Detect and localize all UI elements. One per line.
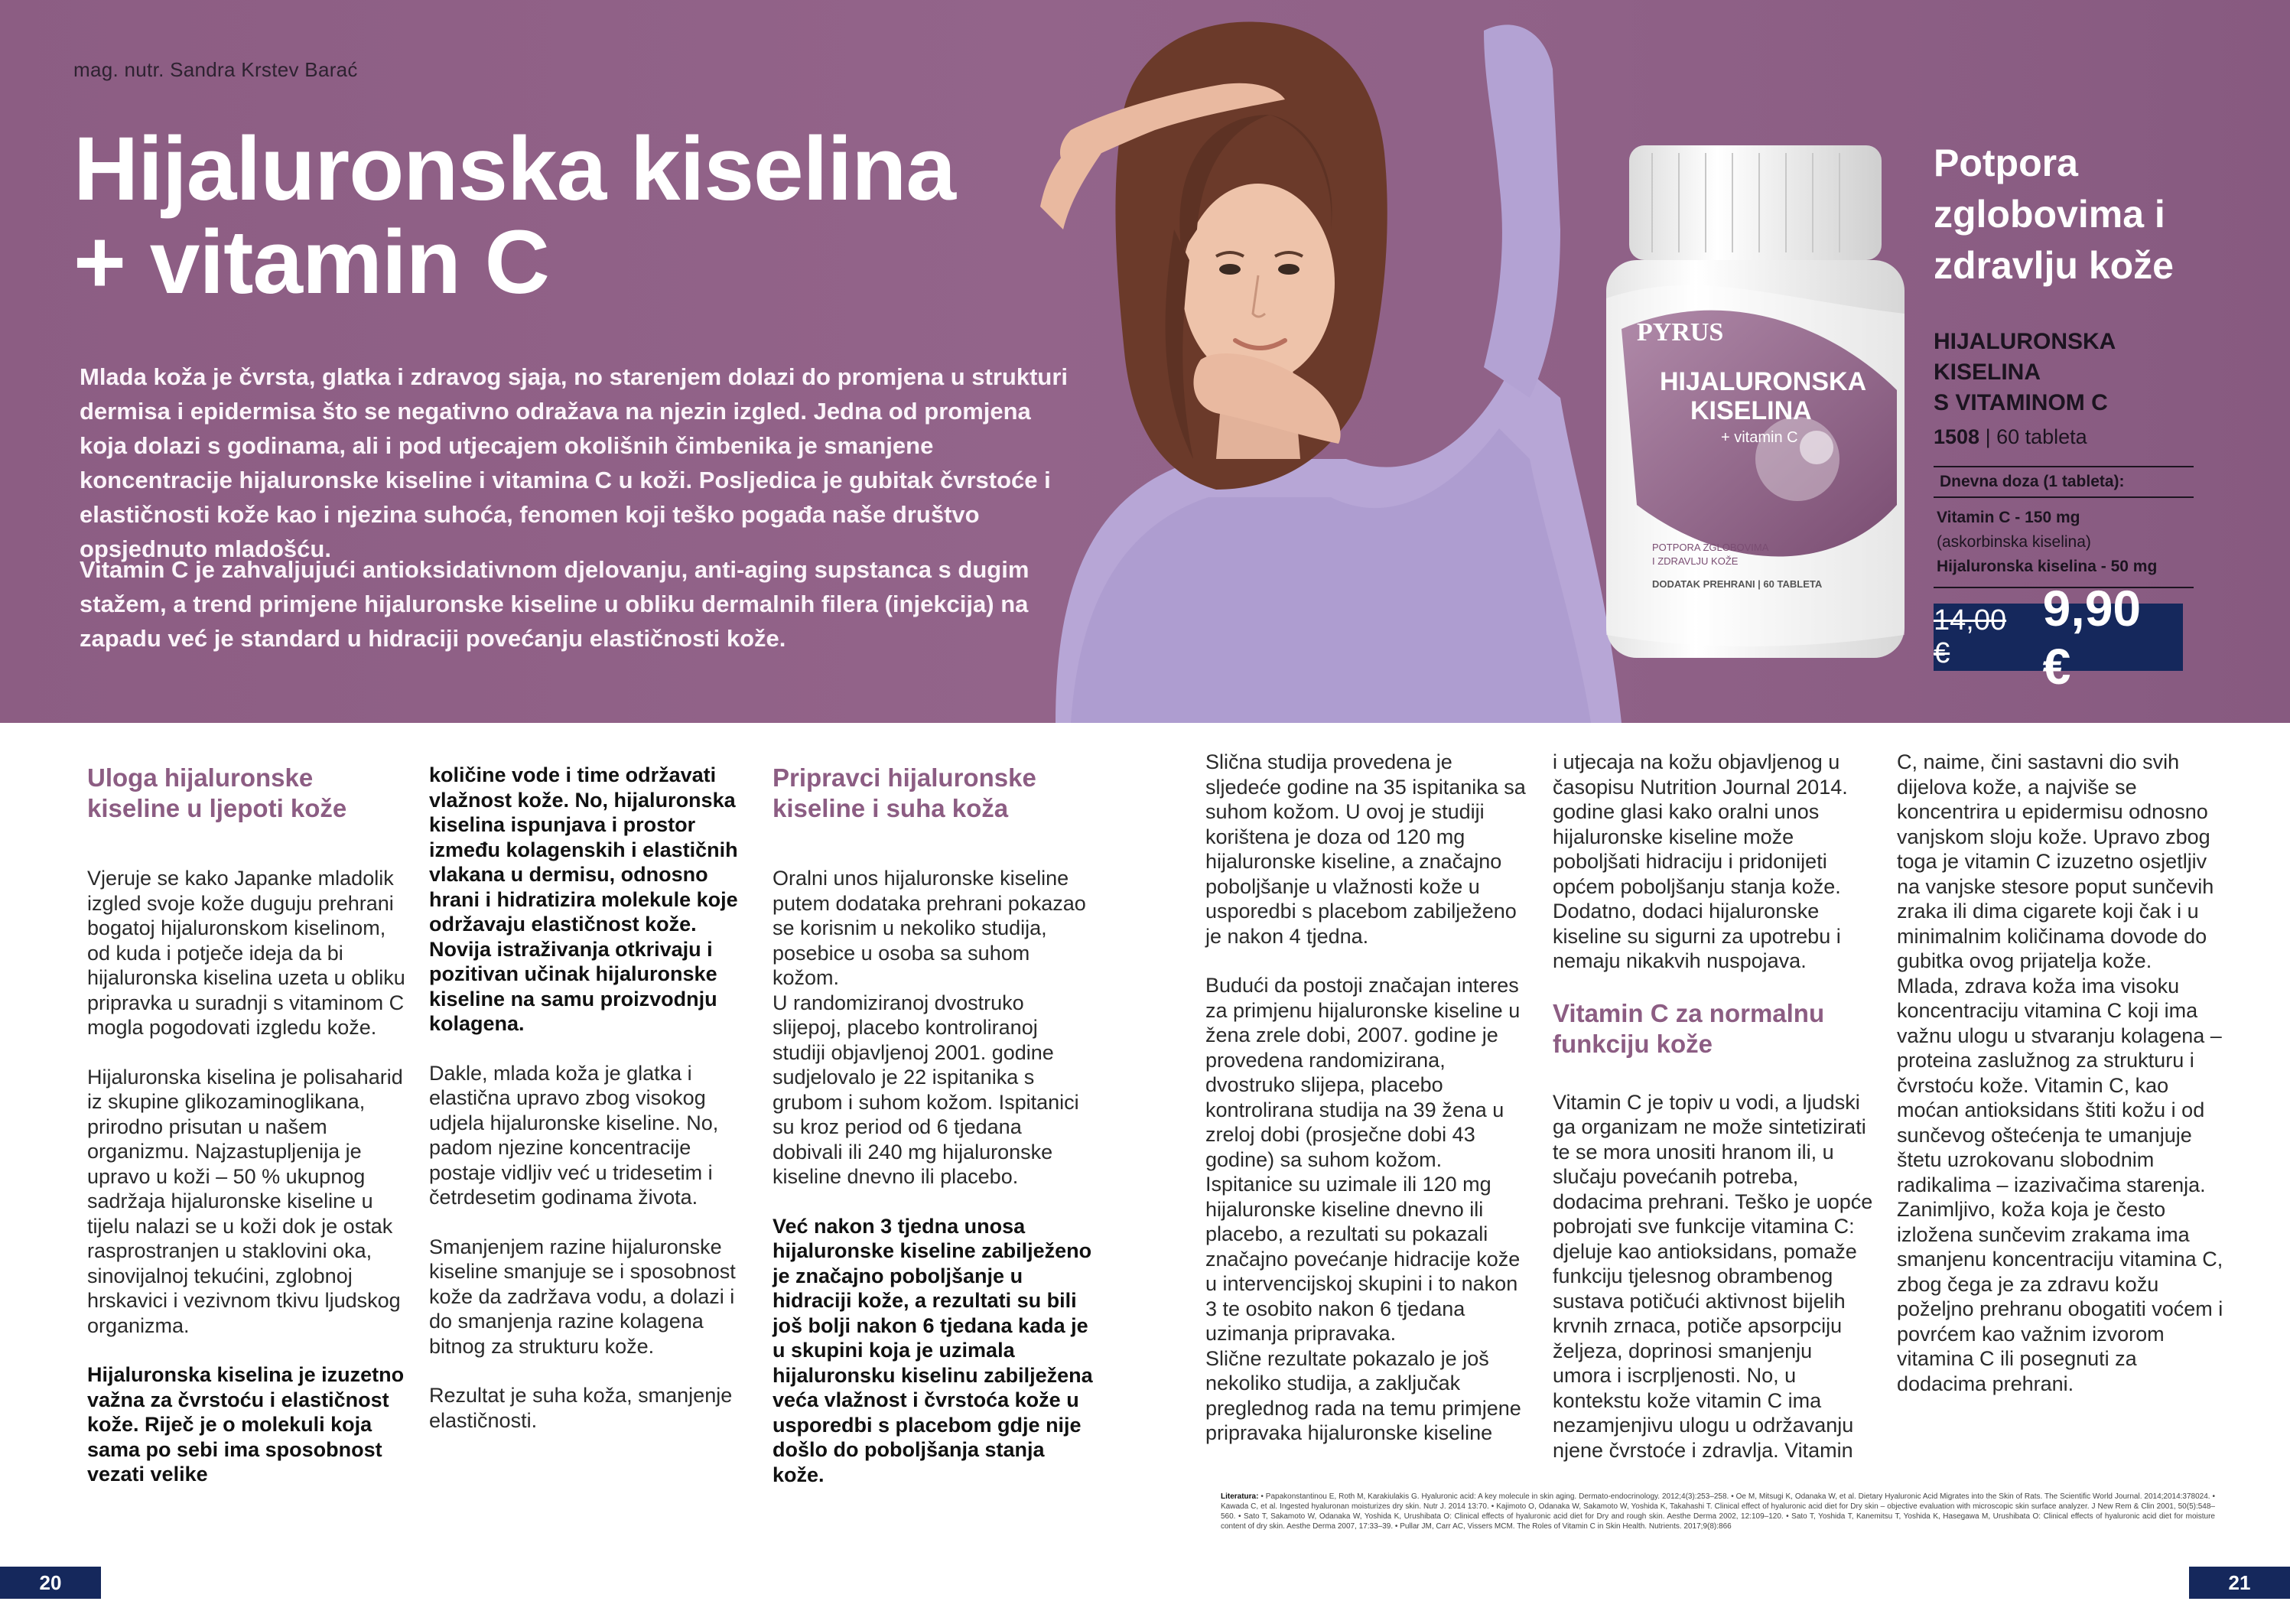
product-code-number: 1508: [1934, 425, 1980, 448]
product-name-line-3: S VITAMINOM C: [1934, 390, 2108, 415]
page-title: [73, 119, 991, 313]
col5-paragraph-2: Vitamin C je topiv u vodi, a ljudski ga organizam ne može sintetizirati te se mora unositi hranom ili, u slučaju povećanih potreba, dodacima prehrani. Teško je uopće pobrojati sve funkcije vitamina C: djeluje kao antioksidans, pomaže funkciju tjelesnog obrambenog sustava potičući aktivnost bijelih krvnih zrnaca, potiče apsorpciju željeza, doprinosi smanjenju umora i iscrpljenosti. No, u kontekstu kože vitamin C ima nezamjenjivu ulogu u održavanju njene čvrstoće i zdravlja. Vitamin: [1553, 1090, 1873, 1462]
page-number-left: 20: [0, 1567, 101, 1599]
column-5: [1553, 750, 1874, 1487]
col3-paragraph-3: Već nakon 3 tjedna unosa hijaluronske kiseline zabilježeno je značajno poboljšanje u hidraciji kože, a rezultati su bili još bolji nakon 6 tjedana kada je u skupini koja je uzimala hijaluronsku kiselinu zabilježena veća vlažnost i čvrstoća kože u usporedbi s placebom gdje nije došlo do poboljšanja stanja kože.: [773, 1214, 1093, 1486]
product-sidebar: [1934, 138, 2255, 695]
col2-paragraph-2: Dakle, mlada koža je glatka i elastična upravo zbog visokog udjela hijaluronske kiseline. No, padom njezine koncentracije postaje vidljiv već u tridesetim i četrdesetim godinama života.: [429, 1061, 719, 1209]
heading-preparations: Pripravci hijaluronske kiseline i suha koža: [773, 763, 1036, 822]
col4-paragraph-1: Slična studija provedena je sljedeće godine na 35 ispitanika sa suhom kožom. U ovoj je studiji korištena je doza od 120 mg hijaluronske kiseline, a značajno poboljšanje u vlažnosti kože u usporedbi s placebom zabilježeno je nakon 4 tjedna.: [1205, 750, 1526, 948]
product-count: | 60 tableta: [1979, 425, 2087, 448]
column-4: [1205, 750, 1530, 1470]
col4-paragraph-2: Budući da postoji značajan interes za primjenu hijaluronske kiseline u žena zrele dobi, 2007. godine je provedena randomizirana, dvostruko slijepa, placebo kontrolirana studija na 39 žena u zreloj dobi (prosječne dobi 43 godine) sa suhom kožom. Ispitanice su uzimale ili 120 mg hijaluronske kiseline dnevno ili placebo, a rezultati su pokazali značajno povećanje hidracije kože u intervencijskoj skupini i to nakon 3 te osobito nakon 6 tjedana uzimanja pripravaka.: [1205, 974, 1521, 1345]
daily-dose-box: [1934, 466, 2194, 588]
intro-paragraph-2: Vitamin C je zahvaljujući antioksidativnom djelovanju, anti-aging supstanca s dugim stažem, a trend primjene hijaluronske kiseline u obliku dermalnih filera (injekcija) na zapadu već je standard u hidraciji povećanju elastičnosti kože.: [80, 556, 1030, 652]
woman-portrait-image: [1025, 0, 1622, 723]
bottle-sub-3: DODATAK PREHRANI | 60 TABLETA: [1652, 578, 1823, 590]
dose-hyaluronic: Hijaluronska kiselina - 50 mg: [1937, 558, 2158, 575]
col3-paragraph-1: Oralni unos hijaluronske kiseline putem dodataka prehrani pokazao se korisnim u nekoliko studija, posebice u osoba sa suhom kožom.: [773, 867, 1086, 989]
col4-paragraph-3: Slične rezultate pokazalo je još nekoliko studija, a zaključak preglednog rada na temu primjene pripravaka hijaluronske kiseline: [1205, 1346, 1521, 1444]
old-price: 14,00 €: [1934, 604, 2007, 669]
literature-text: • Papakonstantinou E, Roth M, Karakiulakis G. Hyaluronic acid: A key molecule in skin aging. Dermato-endocrinology. 2012;4(3):253–258. • Oe M, Mitsugi K, Odanaka W, et al. Dietary Hyaluronic Acid Migrates into the Skin of Rats. The Scientific World Journal. 2014;2014:378024. • Kawada C, et al. Ingested hyaluronan moisturizes dry skin. Nutr J. 2014 13:70. • Kajimoto O, Odanaka W, Sakamoto W, Yoshida K, Takahashi T. Clinical effect of hyaluronic acid diet for Dry skin – objective evaluation with microscopic skin surface analyzer. J New Rem & Clin 2001, 50(5):548–560. • Sato T, Sakamoto W, Odanaka W, Yoshida K, Urushibata O: Clinical effects of hyaluronic acid diet for Dry and rough skin. Aesthe Derma 2002, 12:109–120. • Sato T, Yoshida T, Kanemitsu T, Yoshida K, Hasegawa M, Urushibata O: Clinical effects of hyaluronic acid diet for moisture content of dry skin. Aesthe Derma 2007, 17:33–39. • Pullar JM, Carr AC, Vissers MCM. The Roles of Vitamin C in Skin Health. Nutrients. 2017;9(8):866: [1221, 1492, 2215, 1531]
column-3: [773, 763, 1094, 1512]
bottle-name-2: KISELINA: [1690, 396, 1812, 425]
bottle-name-3: + vitamin C: [1721, 429, 1798, 446]
page-number-right: 21: [2189, 1567, 2290, 1599]
col5-paragraph-1: i utjecaja na kožu objavljenog u časopisu Nutrition Journal 2014. godine glasi kako oralni unos hijaluronske kiseline može poboljšati hidraciju i pridonijeti općem poboljšanju stanja kože. Dodatno, dodaci hijaluronske kiseline su sigurni za upotrebu i nemaju nikakvih nuspojava.: [1553, 750, 1848, 972]
col1-paragraph-3: Hijaluronska kiselina je izuzetno važna za čvrstoću i elastičnost kože. Riječ je o molekuli koja sama po sebi ima sposobnost vezati velike: [87, 1363, 405, 1486]
col2-paragraph-1: količine vode i time održavati vlažnost kože. No, hijaluronska kiselina ispunjava i prostor između kolagenskih i elastičnih vlakana u dermisu, odnosno hrani i hidratizira molekule koje održavaju elastičnost kože. Novija istraživanja otkrivaju i pozitivan učinak hijaluronske kiseline na samu proizvodnju kolagena.: [429, 763, 738, 1035]
product-tagline: [1934, 138, 2255, 291]
product-name-line-2: KISELINA: [1934, 360, 2041, 385]
title-line-2: + vitamin C: [73, 212, 549, 313]
col6-paragraph-1: C, naime, čini sastavni dio svih dijelova kože, a najviše se koncentrira u epidermisu odnosno vanjskom sloju kože. Upravo zbog toga je vitamin C izuzetno osjetljiv na vanjske stesore poput sunčevih zraka ili dima cigarete koji čak i u minimalnim količinama dovode do gubitka ovog prijatelja kože.: [1897, 750, 2214, 972]
bottle-sub-2: I ZDRAVLJU KOŽE: [1652, 555, 1739, 567]
intro-paragraph-1: Mlada koža je čvrsta, glatka i zdravog sjaja, no starenjem dolazi do promjena u strukturi dermisa i epidermisa što se negativno odražava na njezin izgled. Jedna od promjena koja dolazi s godinama, ali i pod utjecajem okolišnih čimbenika je smanjene koncentracije hijaluronske kiseline i vitamina C u koži. Posljedica je gubitak čvrstoće i elastičnosti kože kao i njezina suhoća, fenomen koji teško pogađa naše društvo opsjednuto mladošću.: [80, 363, 1069, 562]
hero-banner: [0, 0, 2290, 723]
product-bottle-image: [1606, 145, 1905, 666]
tagline-line-1: Potpora: [1934, 142, 2078, 184]
title-line-1: Hijaluronska kiselina: [73, 119, 955, 220]
col2-paragraph-4: Rezultat je suha koža, smanjenje elastičnosti.: [429, 1384, 733, 1432]
dose-vitamin-c-note: (askorbinska kiselina): [1937, 533, 2091, 551]
col1-paragraph-2: Hijaluronska kiselina je polisaharid iz skupine glikozaminoglikana, prirodno prisutan u našem organizmu. Najzastupljenija je upravo u koži – 50 % ukupnog sadržaja hijaluronske kiseline u tijelu nalazi se u koži dok je ostak rasprostranjen u staklovini oka, sinovijalnoj tekućini, zglobnoj hrskavici i vezivnom tkivu ljudskog organizma.: [87, 1065, 403, 1337]
literature-label: Literatura:: [1221, 1492, 1259, 1501]
col2-paragraph-3: Smanjenjem razine hijaluronske kiseline smanjuje se i sposobnost kože da zadržava vodu, a dolazi i do smanjenja razine kolagena bitnog za strukturu kože.: [429, 1235, 736, 1358]
product-code: [1934, 423, 2255, 451]
dose-header: Dnevna doza (1 tableta):: [1934, 467, 2194, 498]
new-price: 9,90 €: [2042, 580, 2142, 695]
col1-paragraph-1: Vjeruje se kako Japanke mladolik izgled svoje kože duguju prehrani bogatoj hijaluronskom kiselinom, od kuda i potječe ideja da bi hijaluronska kiselina uzeta u obliku pripravka u suradnji s vitaminom C mogla pogodovati izgledu kože.: [87, 867, 405, 1039]
dose-vitamin-c: Vitamin C - 150 mg: [1937, 509, 2080, 526]
col6-paragraph-2: Mlada, zdrava koža ima visoku koncentraciju vitamina C koji ima važnu ulogu u stvaranju kolagena – proteina zaslužnog za strukturu i čvrstoću kože. Vitamin C, kao moćan antioksidans štiti kožu i od sunčevog oštećenja te umanjuje štetu uzrokovanu slobodnim radikalima – izazivačima starenja. Zanimljivo, koža koja je često izložena sunčevim zrakama ima smanjenu koncentraciju vitamina C, zbog čega je za zdravu kožu poželjno prehranu obogatiti voćem i povrćem kao važnim izvorom vitamina C ili posegnuti za dodacima prehrani.: [1897, 974, 2223, 1395]
tagline-line-3: zdravlju kože: [1934, 244, 2174, 287]
column-6: [1897, 750, 2226, 1421]
author-line: mag. nutr. Sandra Krstev Barać: [73, 58, 358, 81]
bottle-name-1: HIJALURONSKA: [1660, 367, 1867, 396]
product-name: [1934, 327, 2255, 418]
literature-references: [1221, 1492, 2215, 1531]
col3-paragraph-2: U randomiziranoj dvostruko slijepoj, placebo kontroliranoj studiji objavljenoj 2001. godine sudjelovalo je 22 ispitanika s grubom i suhom kožom. Ispitanici su kroz period od 6 tjedana dobivali ili 240 mg hijaluronske kiseline dnevno ili placebo.: [773, 991, 1079, 1188]
price-badge: [1934, 580, 2183, 695]
product-name-line-1: HIJALURONSKA: [1934, 329, 2116, 354]
bottle-brand: PYRUS: [1637, 318, 1724, 347]
column-2: [429, 763, 750, 1457]
column-1: [87, 763, 408, 1512]
heading-hyaluronic-beauty: Uloga hijaluronske kiseline u ljepoti kože: [87, 763, 347, 822]
bottle-sub-1: POTPORA ZGLOBOVIMA: [1652, 542, 1769, 553]
tagline-line-2: zglobovima i: [1934, 193, 2165, 236]
heading-vitamin-c: Vitamin C za normalnu funkciju kože: [1553, 998, 1825, 1058]
dose-body: [1934, 498, 2194, 587]
